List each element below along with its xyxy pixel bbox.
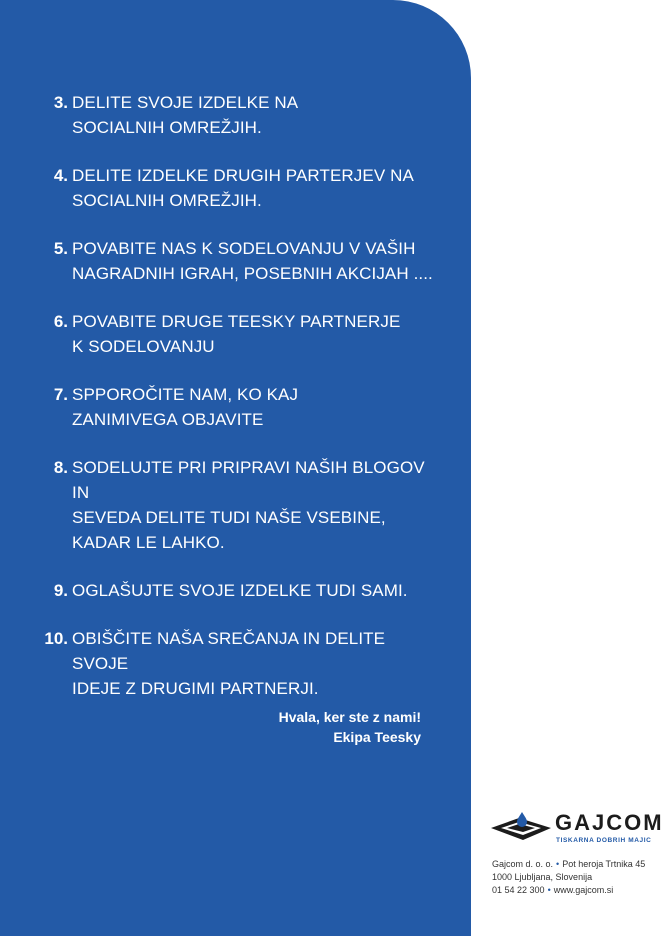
item-text: SPPOROČITE NAM, KO KAJ ZANIMIVEGA OBJAVITE	[72, 385, 299, 429]
logo-name: GAJCOM	[555, 810, 664, 835]
list-item	[40, 163, 440, 213]
thanks-line: Hvala, ker ste z nami!	[278, 709, 421, 725]
item-number: 4.	[53, 166, 68, 185]
item-text: POVABITE DRUGE TEESKY PARTNERJE K SODELOVANJU	[72, 312, 401, 356]
item-number: 8.	[53, 458, 68, 477]
item-text: DELITE IZDELKE DRUGIH PARTERJEV NA SOCIALNIH OMREŽJIH.	[72, 166, 414, 210]
item-text: OGLAŠUJTE SVOJE IZDELKE TUDI SAMI.	[72, 581, 408, 600]
tips-list	[40, 90, 440, 701]
item-text: DELITE SVOJE IZDELKE NA SOCIALNIH OMREŽJIH.	[72, 93, 299, 137]
company-name: Gajcom d. o. o.	[492, 859, 554, 869]
contact-block	[492, 858, 645, 897]
logo-tagline: TISKARNA DOBRIH MAJIC	[556, 837, 652, 844]
item-text: OBIŠČITE NAŠA SREČANJA IN DELITE SVOJE IDEJE Z DRUGIMI PARTNERJI.	[72, 629, 386, 698]
website-link[interactable]: www.gajcom.si	[553, 885, 614, 895]
address-line	[492, 858, 645, 871]
gajcom-logo-icon	[489, 810, 553, 846]
item-text: SODELUJTE PRI PRIPRAVI NAŠIH BLOGOV IN SEVEDA DELITE TUDI NAŠE VSEBINE, KADAR LE LAHKO.	[72, 458, 425, 552]
list-item	[40, 626, 440, 701]
phone-web-line	[492, 884, 645, 897]
item-text: POVABITE NAS K SODELOVANJU V VAŠIH NAGRADNIH IGRAH, POSEBNIH AKCIJAH ....	[72, 239, 433, 283]
item-number: 3.	[53, 93, 68, 112]
city-line: 1000 Ljubljana, Slovenija	[492, 872, 593, 882]
list-item	[40, 309, 440, 359]
item-number: 10.	[44, 629, 68, 648]
item-number: 5.	[53, 239, 68, 258]
list-item	[40, 90, 440, 140]
bullet-icon: •	[556, 859, 560, 869]
item-number: 7.	[53, 385, 68, 404]
list-item	[40, 578, 440, 603]
list-item	[40, 382, 440, 432]
gajcom-logo	[489, 808, 664, 853]
item-number: 9.	[53, 581, 68, 600]
phone: 01 54 22 300	[492, 885, 545, 895]
signature-line: Ekipa Teesky	[333, 729, 421, 745]
thanks-note	[279, 707, 421, 747]
list-item	[40, 236, 440, 286]
list-item	[40, 455, 440, 555]
street: Pot heroja Trtnika 45	[562, 859, 646, 869]
item-number: 6.	[53, 312, 68, 331]
bullet-icon: •	[547, 885, 551, 895]
